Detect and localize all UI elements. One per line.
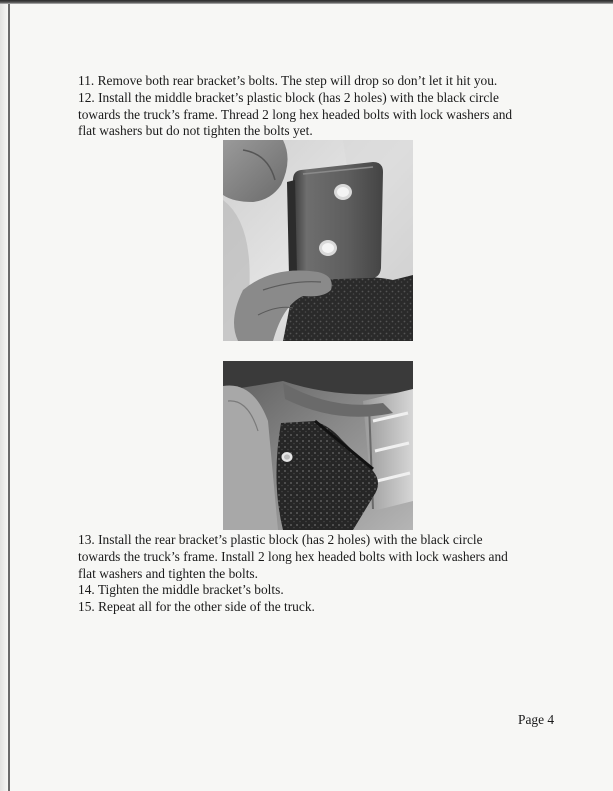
instructions-steps-13-15 xyxy=(78,532,558,616)
photo-plastic-block-image xyxy=(223,140,413,341)
text-line: towards the truck’s frame. Thread 2 long hex headed bolts with lock washers and xyxy=(78,106,513,122)
photo-bracket-installed-under-truck xyxy=(223,361,413,530)
text-line: 15. Repeat all for the other side of the truck. xyxy=(78,599,315,615)
page-number: Page 4 xyxy=(518,712,555,727)
scan-edge-left xyxy=(8,4,10,791)
text-line: towards the truck’s frame. Install 2 long hex headed bolts with lock washers and xyxy=(78,548,508,564)
scan-edge-shadow xyxy=(0,4,8,791)
text-line: flat washers and tighten the bolts. xyxy=(78,565,258,581)
photo-installed-bracket-image xyxy=(223,361,413,530)
text-line: 14. Tighten the middle bracket’s bolts. xyxy=(78,582,284,598)
text-line: flat washers but do not tighten the bolts yet. xyxy=(78,123,313,139)
text-line: 13. Install the rear bracket’s plastic block (has 2 holes) with the black circle xyxy=(78,532,483,547)
text-line: 11. Remove both rear bracket’s bolts. The step will drop so don’t let it hit you. xyxy=(78,73,498,88)
text-line: 12. Install the middle bracket’s plastic block (has 2 holes) with the black circle xyxy=(78,89,499,105)
photo-plastic-block-in-hand xyxy=(223,140,413,341)
scan-edge-top xyxy=(0,0,613,4)
instructions-steps-11-12 xyxy=(78,73,558,140)
